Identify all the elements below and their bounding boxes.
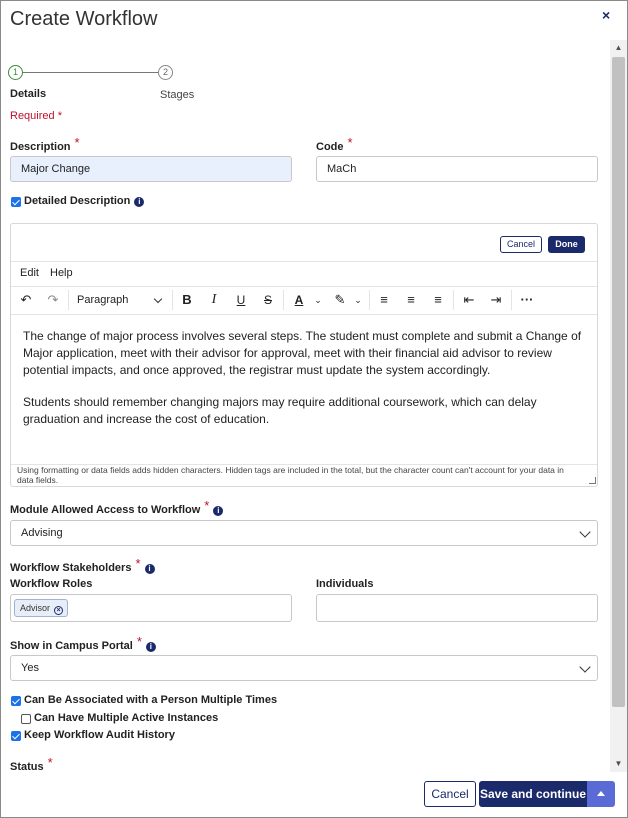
editor-menu-edit[interactable]: Edit: [20, 267, 39, 279]
campus-portal-select-value: Yes: [21, 662, 39, 674]
description-input[interactable]: Major Change: [10, 156, 292, 182]
multiple-active-checkbox[interactable]: [21, 714, 31, 724]
campus-portal-select[interactable]: [10, 655, 598, 681]
toolbar-separator: [369, 290, 370, 310]
info-icon[interactable]: i: [213, 506, 223, 516]
detailed-description-checkbox[interactable]: [11, 197, 21, 207]
editor-menu-help[interactable]: Help: [50, 267, 73, 279]
info-icon[interactable]: i: [145, 564, 155, 574]
info-icon[interactable]: i: [146, 642, 156, 652]
toolbar-separator: [172, 290, 173, 310]
text-color-icon[interactable]: A: [294, 293, 304, 307]
step-2-circle[interactable]: 2: [158, 65, 173, 80]
italic-icon[interactable]: I: [211, 292, 217, 307]
description-label: Description *: [10, 135, 80, 153]
code-label: Code *: [316, 135, 353, 153]
toolbar-separator: [68, 290, 69, 310]
save-and-continue-button[interactable]: Save and continue: [479, 781, 587, 807]
editor-content[interactable]: [23, 328, 588, 443]
step-1-circle[interactable]: 1: [8, 65, 23, 80]
save-options-caret-icon[interactable]: [587, 781, 615, 807]
toolbar-separator: [283, 290, 284, 310]
required-note: Required *: [10, 110, 62, 122]
module-select-value: Advising: [21, 527, 63, 539]
toolbar-separator: [453, 290, 454, 310]
detailed-description-label: Detailed Description i: [24, 195, 144, 207]
info-icon[interactable]: i: [134, 197, 144, 207]
individuals-label: Individuals: [316, 578, 374, 590]
indent-icon[interactable]: ⇥: [490, 292, 502, 307]
remove-tag-icon[interactable]: ×: [54, 606, 63, 615]
stakeholders-label: Workflow Stakeholders * i: [10, 559, 155, 574]
step-1-label[interactable]: Details: [10, 88, 47, 100]
toolbar-separator: [511, 290, 512, 310]
editor-footer-note: Using formatting or data fields adds hidden characters. Hidden tags are included in the total, but the character count can't account for your data in data fields.: [17, 465, 564, 485]
block-format-value: Paragraph: [77, 294, 129, 306]
underline-icon[interactable]: U: [236, 293, 246, 307]
audit-history-checkbox[interactable]: [11, 731, 21, 741]
code-input[interactable]: MaCh: [316, 156, 598, 182]
assoc-multiple-label: Can Be Associated with a Person Multiple Times: [24, 694, 278, 706]
role-tag-label: Advisor: [20, 603, 51, 613]
more-icon[interactable]: ···: [520, 292, 534, 307]
individuals-input[interactable]: [316, 594, 598, 622]
chevron-down-icon[interactable]: ⌄: [314, 295, 322, 305]
editor-paragraph: The change of major process involves several steps. The student must complete and submit a Change of Major application, meet with their advisor for approval, meet with their financial aid advisor to review potential impacts, and once approved, the registrar must update the system accordingly.: [23, 329, 582, 377]
chevron-down-icon[interactable]: ⌄: [354, 295, 362, 305]
audit-history-label: Keep Workflow Audit History: [24, 729, 175, 741]
dialog-title: Create Workflow: [10, 8, 158, 30]
chevron-down-icon: [154, 295, 162, 303]
chevron-down-icon: [579, 661, 590, 672]
cancel-button[interactable]: Cancel: [424, 781, 476, 807]
module-select[interactable]: [10, 520, 598, 546]
undo-icon[interactable]: ↶: [20, 292, 32, 307]
editor-divider: [11, 286, 597, 287]
close-icon[interactable]: ×: [602, 7, 611, 23]
step-2-label[interactable]: Stages: [160, 89, 195, 101]
editor-done-button[interactable]: Done: [548, 236, 585, 253]
status-label: Status *: [10, 755, 53, 773]
editor-cancel-button[interactable]: Cancel: [500, 236, 542, 253]
scrollbar-thumb[interactable]: [612, 57, 625, 707]
workflow-roles-label: Workflow Roles: [10, 578, 93, 590]
stepper-line: [23, 72, 158, 73]
campus-portal-label: Show in Campus Portal * i: [10, 637, 156, 652]
module-label: Module Allowed Access to Workflow * i: [10, 501, 223, 516]
role-tag: [14, 599, 68, 617]
editor-divider: [11, 261, 597, 262]
editor-paragraph: Students should remember changing majors may require additional coursework, which can delay graduation and increase the cost of education.: [23, 395, 537, 426]
assoc-multiple-checkbox[interactable]: [11, 696, 21, 706]
block-format-select[interactable]: [77, 290, 167, 310]
editor-divider: [11, 314, 597, 315]
chevron-down-icon: [579, 526, 590, 537]
strikethrough-icon[interactable]: S: [263, 293, 272, 307]
multiple-active-label: Can Have Multiple Active Instances: [34, 712, 219, 724]
redo-icon[interactable]: ↷: [47, 292, 59, 307]
align-center-icon[interactable]: ≡: [407, 292, 415, 307]
align-right-icon[interactable]: ≡: [434, 292, 442, 307]
highlight-color-icon[interactable]: ✎: [334, 292, 346, 307]
align-left-icon[interactable]: ≡: [380, 292, 388, 307]
outdent-icon[interactable]: ⇤: [463, 292, 475, 307]
scroll-down-arrow-icon[interactable]: ▼: [614, 759, 623, 768]
bold-icon[interactable]: B: [182, 292, 192, 307]
resize-handle-icon[interactable]: [589, 477, 596, 484]
scroll-up-arrow-icon[interactable]: ▲: [614, 43, 623, 52]
